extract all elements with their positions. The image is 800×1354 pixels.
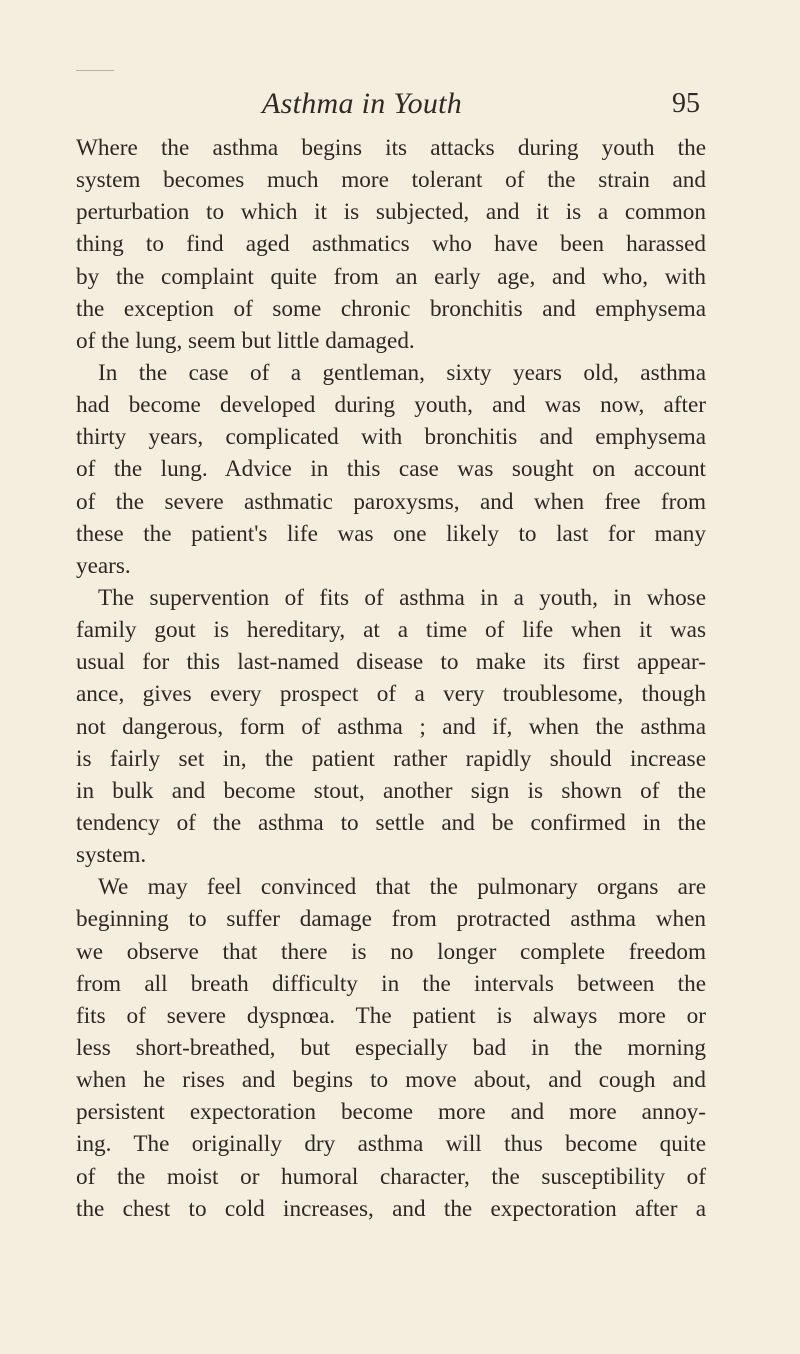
page-number: 95 bbox=[672, 88, 700, 119]
text-line: of the lung, seem but little damaged. bbox=[76, 327, 415, 354]
text-line: thirty years, complicated with bronchitis and emphysema bbox=[76, 424, 706, 451]
text-line: by the complaint quite from an early age, and who, with bbox=[76, 263, 706, 290]
text-line: system. bbox=[76, 842, 147, 869]
text-line: is fairly set in, the patient rather rapidly should increase bbox=[76, 745, 706, 772]
text-line: ing. The originally dry asthma will thus become quite bbox=[76, 1131, 706, 1158]
paragraph bbox=[76, 357, 706, 582]
text-line: In the case of a gentleman, sixty years old, asthma bbox=[98, 359, 706, 386]
text-line: tendency of the asthma to settle and be confirmed in the bbox=[76, 809, 706, 836]
text-line: system becomes much more tolerant of the strain and bbox=[76, 167, 706, 194]
body-text bbox=[76, 132, 706, 1225]
text-line: of the severe asthmatic paroxysms, and when free from bbox=[76, 488, 706, 515]
text-line: not dangerous, form of asthma ; and if, when the asthma bbox=[76, 713, 706, 740]
paragraph bbox=[76, 582, 706, 871]
text-line: these the patient's life was one likely to last for many bbox=[76, 520, 706, 547]
text-line: family gout is hereditary, at a time of life when it was bbox=[76, 617, 706, 644]
text-line: the exception of some chronic bronchitis and emphysema bbox=[76, 295, 706, 322]
text-line: The supervention of fits of asthma in a youth, in whose bbox=[98, 584, 706, 611]
text-line: We may feel convinced that the pulmonary organs are bbox=[98, 874, 706, 901]
text-line: usual for this last-named disease to make its first appear- bbox=[76, 649, 706, 676]
text-line: had become developed during youth, and was now, after bbox=[76, 392, 706, 419]
paragraph bbox=[76, 132, 706, 357]
text-line: fits of severe dyspnœa. The patient is always more or bbox=[76, 1002, 706, 1029]
text-line: perturbation to which it is subjected, and it is a common bbox=[76, 199, 706, 226]
text-line: years. bbox=[76, 552, 131, 579]
text-line: persistent expectoration become more and more annoy- bbox=[76, 1099, 706, 1126]
text-line: we observe that there is no longer complete freedom bbox=[76, 938, 706, 965]
text-line: when he rises and begins to move about, and cough and bbox=[76, 1067, 706, 1094]
text-line: of the lung. Advice in this case was sought on account bbox=[76, 456, 706, 483]
text-line: beginning to suffer damage from protracted asthma when bbox=[76, 906, 706, 933]
page-header bbox=[0, 84, 800, 124]
text-line: less short-breathed, but especially bad in the morning bbox=[76, 1034, 706, 1061]
text-line: ance, gives every prospect of a very troublesome, though bbox=[76, 681, 706, 708]
text-line: in bulk and become stout, another sign is shown of the bbox=[76, 777, 706, 804]
running-title: Asthma in Youth bbox=[262, 87, 463, 120]
paragraph bbox=[76, 871, 706, 1225]
top-rule-mark bbox=[76, 70, 114, 71]
text-line: of the moist or humoral character, the susceptibility of bbox=[76, 1163, 706, 1190]
text-line: the chest to cold increases, and the expectoration after a bbox=[76, 1195, 706, 1222]
text-line: Where the asthma begins its attacks during youth the bbox=[76, 135, 706, 161]
text-line: from all breath difficulty in the intervals between the bbox=[76, 970, 706, 997]
text-line: thing to find aged asthmatics who have been harassed bbox=[76, 231, 706, 258]
